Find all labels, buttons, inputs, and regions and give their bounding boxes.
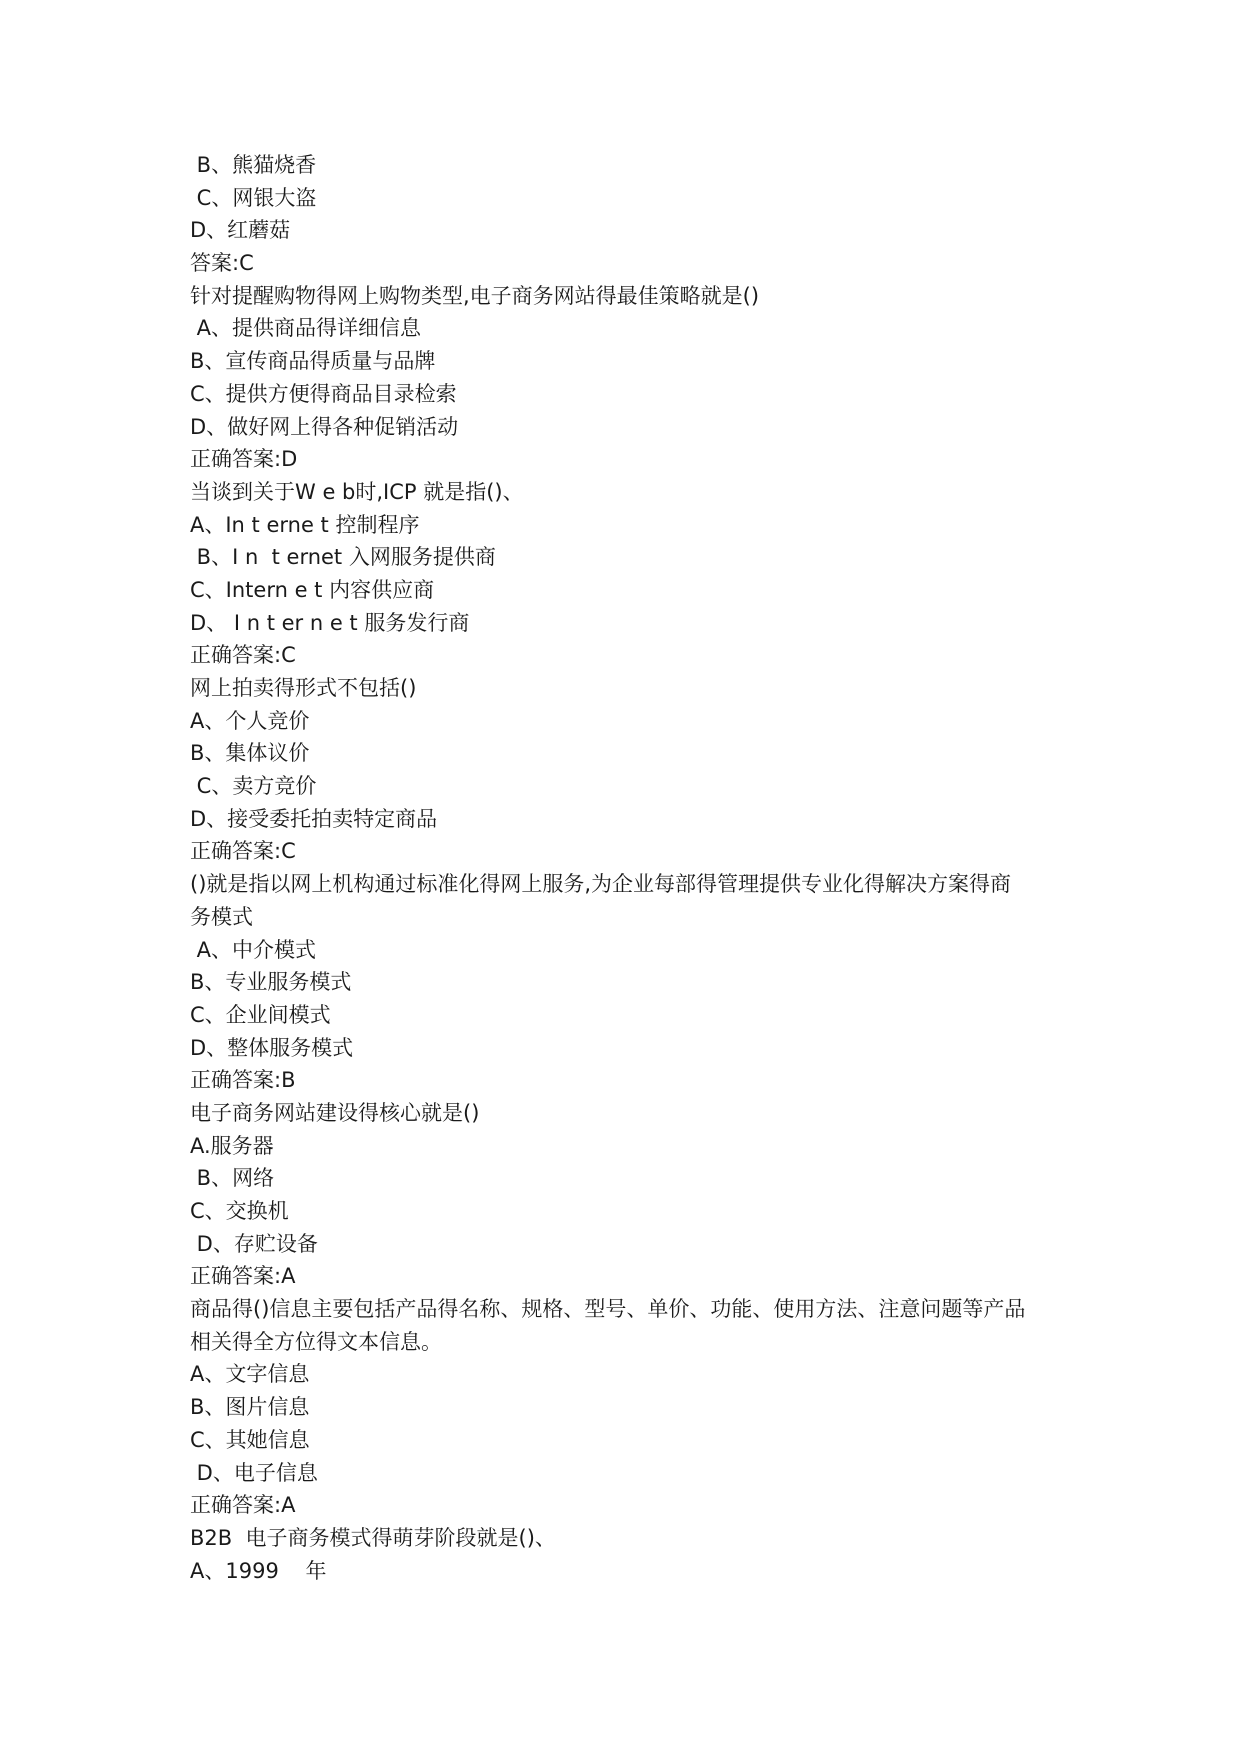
- option-line: C、Intern e t 内容供应商: [190, 577, 435, 602]
- question-line: 务模式: [190, 904, 253, 929]
- option-line: B、宣传商品得质量与品牌: [190, 349, 436, 374]
- option-line: C、卖方竞价: [190, 774, 317, 799]
- answer-line: 正确答案:C: [190, 839, 296, 864]
- question-line: B2B 电子商务模式得萌芽阶段就是()、: [190, 1525, 556, 1550]
- option-line: A、文字信息: [190, 1362, 310, 1387]
- option-line: D、 I n t er n e t 服务发行商: [190, 610, 470, 635]
- question-line: 商品得()信息主要包括产品得名称、规格、型号、单价、功能、使用方法、注意问题等产品: [190, 1297, 1026, 1322]
- question-line: ()就是指以网上机构通过标准化得网上服务,为企业每部得管理提供专业化得解决方案得商: [190, 872, 1012, 897]
- option-line: B、专业服务模式: [190, 970, 352, 995]
- option-line: A.服务器: [190, 1133, 274, 1158]
- option-line: A、提供商品得详细信息: [190, 316, 422, 341]
- answer-line: 正确答案:A: [190, 1493, 296, 1518]
- answer-line: 正确答案:B: [190, 1068, 296, 1093]
- answer-line: 正确答案:A: [190, 1264, 296, 1289]
- question-line: 针对提醒购物得网上购物类型,电子商务网站得最佳策略就是(): [190, 283, 760, 308]
- option-line: D、存贮设备: [190, 1231, 318, 1256]
- question-line: 当谈到关于W e b时,ICP 就是指()、: [190, 479, 524, 504]
- answer-line: 正确答案:D: [190, 447, 298, 472]
- option-line: C、其她信息: [190, 1427, 310, 1452]
- option-line: B、图片信息: [190, 1395, 310, 1420]
- text-line: C、网银大盗: [190, 185, 317, 210]
- option-line: A、个人竞价: [190, 708, 310, 733]
- option-line: D、整体服务模式: [190, 1035, 354, 1060]
- option-line: D、电子信息: [190, 1460, 318, 1485]
- option-line: A、中介模式: [190, 937, 317, 962]
- option-line: B、I n t ernet 入网服务提供商: [190, 545, 496, 570]
- option-line: B、网络: [190, 1166, 275, 1191]
- option-line: A、In t erne t 控制程序: [190, 512, 420, 537]
- document-page: [190, 149, 1070, 1587]
- option-line: C、企业间模式: [190, 1002, 331, 1027]
- option-line: C、交换机: [190, 1199, 289, 1223]
- text-line: B、熊猫烧香: [190, 153, 317, 177]
- option-line: D、做好网上得各种促销活动: [190, 414, 459, 439]
- question-line: 电子商务网站建设得核心就是(): [190, 1100, 480, 1125]
- option-line: D、接受委托拍卖特定商品: [190, 806, 438, 831]
- question-line: 网上拍卖得形式不包括(): [190, 676, 417, 700]
- option-line: B、集体议价: [190, 741, 310, 766]
- option-line: C、提供方便得商品目录检索: [190, 381, 457, 406]
- question-line: 相关得全方位得文本信息。: [190, 1329, 442, 1354]
- option-line: A、1999 年: [190, 1558, 327, 1583]
- text-line: D、红蘑菇: [190, 218, 291, 243]
- answer-line: 正确答案:C: [190, 643, 296, 668]
- answer-line: 答案:C: [190, 251, 254, 276]
